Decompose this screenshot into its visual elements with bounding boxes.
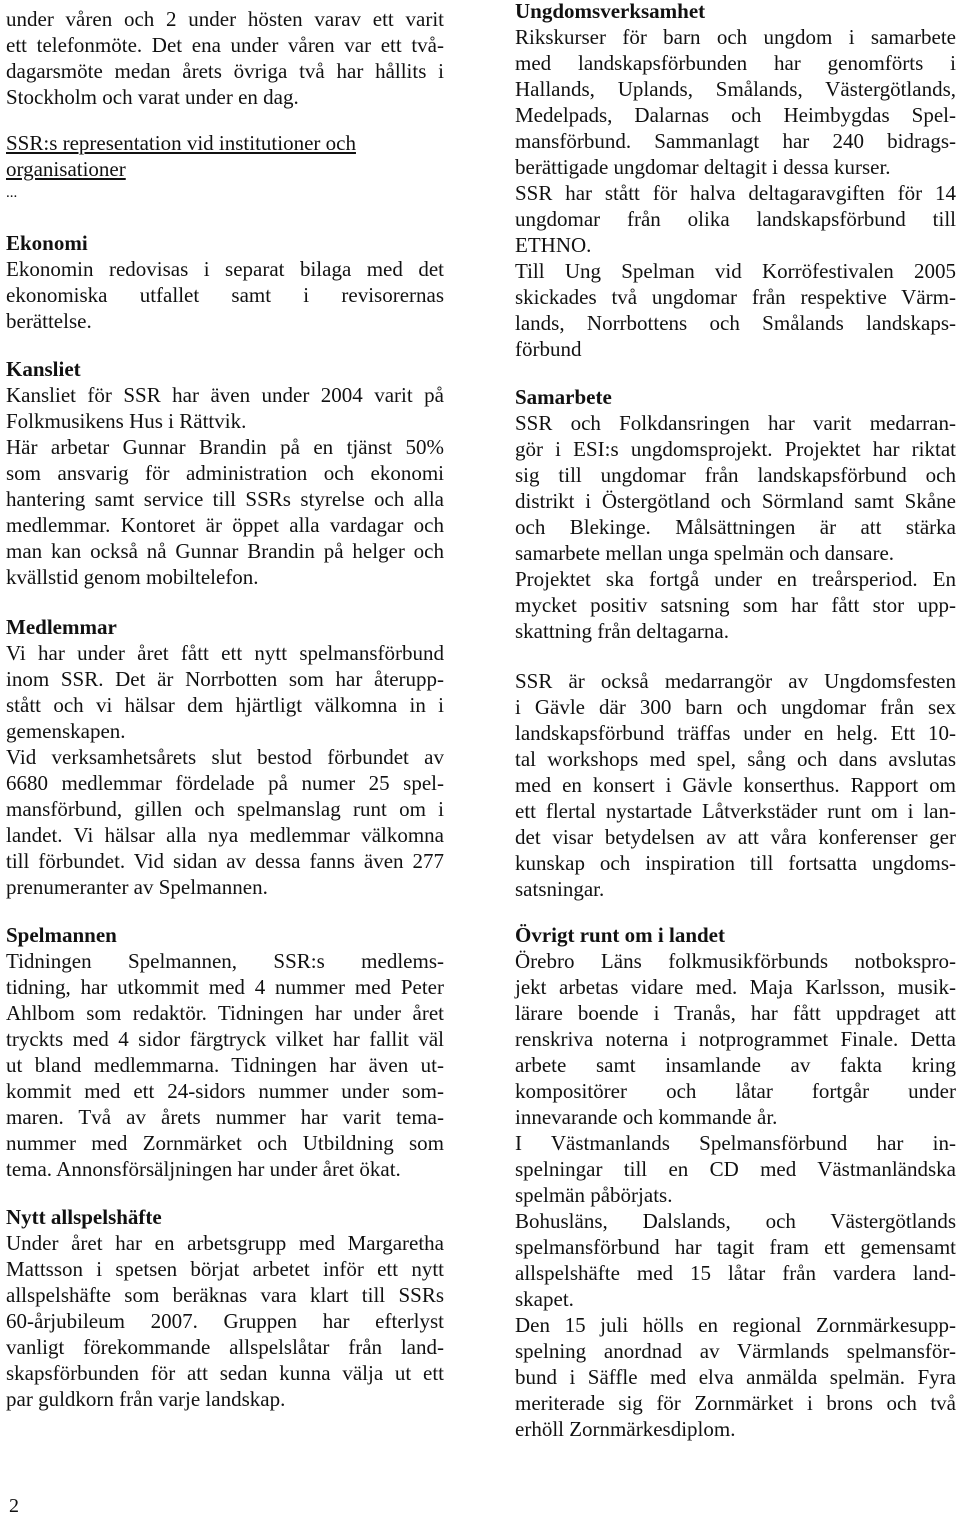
text-line: till förbundet. Vid sidan av dessa fanns även 277 [6,849,444,873]
text-line: skapsförbunden för att sedan kunna välja ut ett [6,1361,444,1385]
text-line: erhöll Zornmärkesdiplom. [515,1417,736,1441]
text-line: bund i Säffle med elva anmälda spelmän. Fyra [515,1365,956,1389]
text-line: tal workshops med spel, sång och dans avslutas [515,747,956,771]
section-heading: Ekonomi [6,231,88,255]
text-line: Bohusläns, Dalslands, och Västergötlands [515,1209,956,1233]
text-line: ekonomiska utfallet samt i revisorernas [6,283,444,307]
text-line: berättigade ungdomar deltagit i dessa kurser. [515,155,891,179]
text-line: spelmän påbörjats. [515,1183,673,1207]
text-line: och Blekinge. Målsättningen är att stärka [515,515,956,539]
text-line: Till Ung Spelman vid Korröfestivalen 2005 [515,259,956,283]
text-line: spelningar till en CD med Västmanländska [515,1157,956,1181]
section-heading: Samarbete [515,385,612,409]
text-line: satsningar. [515,877,605,901]
text-line: vanligt förekommande allspelslåtar från land- [6,1335,444,1359]
text-line: skickades två ungdomar från respektive Värm- [515,285,956,309]
text-line: Stockholm och varat under en dag. [6,85,299,109]
text-line: kommit med ett 24-sidors nummer under som- [6,1079,444,1103]
text-line: mansförbund, gillen och spelmanslag runt om i [6,797,444,821]
text-line: 6680 medlemmar fördelade på numer 25 spel- [6,771,444,795]
text-line: mansförbund. Sammanlagt har 240 bidrags- [515,129,956,153]
text-line: SSR är också medarrangör av Ungdomsfesten [515,669,956,693]
text-line: lärare boende i Tranås, har fått uppdraget att [515,1001,956,1025]
text-line: tryckts med 4 sidor färgtryck vilket har fallit väl [6,1027,444,1051]
text-line: landet. Vi hälsar alla nya medlemmar välkomna [6,823,444,847]
text-line: Örebro Läns folkmusikförbunds notbokspro- [515,949,956,973]
text-line: allspelshäfte som beräknas vara klart till SSRs [6,1283,444,1307]
text-line: berättelse. [6,309,92,333]
text-line: Projektet ska fortgå under en treårsperiod. En [515,567,956,591]
text-line: Medelpads, Dalarnas och Heimbygdas Spel- [515,103,956,127]
text-line: Under året har en arbetsgrupp med Margaretha [6,1231,444,1255]
text-line: hantering samt service till SSRs styrelse och alla [6,487,444,511]
section-heading: Ungdomsverksamhet [515,0,706,23]
section-heading: Spelmannen [6,923,117,947]
text-line: man kan också nå Gunnar Brandin på helger och [6,539,444,563]
text-line: I Västmanlands Spelmansförbund har in- [515,1131,956,1155]
text-line: 60-årjubileum 2007. Gruppen har efterlyst [6,1309,444,1333]
text-line: nummer med Zornmärket och Utbildning som [6,1131,444,1155]
text-line: SSR och Folkdansringen har varit medarran- [515,411,956,435]
text-line: skapet. [515,1287,574,1311]
section-heading: Övrigt runt om i landet [515,923,725,947]
text-line: Hallands, Uplands, Smålands, Västergötlands, [515,77,956,101]
underlined-subheading [6,156,444,182]
underlined-text: organisationer [6,157,126,181]
text-line: renskriva noterna i notprogrammet Finale. Detta [515,1027,956,1051]
underlined-subheading [6,130,444,156]
text-line: innevarande och kommande år. [515,1105,778,1129]
text-line: Kansliet för SSR har även under 2004 varit på [6,383,444,407]
text-line: allspelshäfte med 15 låtar från vardera land- [515,1261,956,1285]
text-line: med landskapsförbunden har genomförts i [515,51,956,75]
text-line: tidning, har utkommit med 4 nummer med Peter [6,975,444,999]
text-line: tema. Annonsförsäljningen har under året ökat. [6,1157,401,1181]
section-heading: Nytt allspelshäfte [6,1205,162,1229]
text-line: Här arbetar Gunnar Brandin på en tjänst 50% [6,435,444,459]
text-line: Rikskurser för barn och ungdom i samarbete [515,25,956,49]
text-line: meriterade sig för Zornmärket i brons och två [515,1391,956,1415]
text-line: kvällstid genom mobiltelefon. [6,565,259,589]
text-line: skattning från deltagarna. [515,619,729,643]
text-line: jekt arbetas vidare med. Maja Karlsson, musik- [515,975,956,999]
text-line: förbund [515,337,582,361]
text-line: som ansvarig för administration och ekonomi [6,461,444,485]
text-line: Vid verksamhetsårets slut bestod förbundet av [6,745,444,769]
text-line: sig till ungdomar från landskapsförbund och [515,463,956,487]
underlined-text: SSR:s representation vid institutioner och [6,131,356,155]
text-line: distrikt i Östergötland och Sörmland samt Skåne [515,489,956,513]
text-line: ett telefonmöte. Det ena under våren var ett två- [6,33,444,57]
text-line: SSR har stått för halva deltagaravgiften för 14 [515,181,956,205]
text-line: gemenskapen. [6,719,126,743]
text-line: medlemmar. Kontoret är öppet alla vardagar och [6,513,444,537]
text-line: ett flertal nystartade Låtverkstäder runt om i lan- [515,799,956,823]
text-line: det visar betydelsen av att våra konferenser ger [515,825,956,849]
text-line: Den 15 juli hölls en regional Zornmärkesupp- [515,1313,956,1337]
text-line: mycket positiv satsning som har fått stor upp- [515,593,956,617]
text-line: inom SSR. Det är Norrbotten som har återupp- [6,667,444,691]
text-line: prenumeranter av Spelmannen. [6,875,268,899]
text-line: spelning anordnad av Värmlands spelmansför- [515,1339,956,1363]
section-heading: Medlemmar [6,615,117,639]
text-line: Mattsson i spetsen börjat arbetet inför ett nytt [6,1257,444,1281]
text-line: Folkmusikens Hus i Rättvik. [6,409,247,433]
text-line: dagarsmöte medan årets övriga två har hållits i [6,59,444,83]
text-line: kompositörer och låtar fortgår under [515,1079,956,1103]
section-heading: Kansliet [6,357,81,381]
text-line: Tidningen Spelmannen, SSR:s medlems- [6,949,444,973]
text-line: maren. Två av årets nummer har varit tema- [6,1105,444,1129]
text-line: ut bland medlemmarna. Tidningen har även ut- [6,1053,444,1077]
text-line: Ahlbom som redaktör. Tidningen har under året [6,1001,444,1025]
text-line: samarbete mellan unga spelmän och dansare. [515,541,895,565]
text-line: lands, Norrbottens och Smålands landskaps- [515,311,956,335]
text-line: Vi har under året fått ett nytt spelmansförbund [6,641,444,665]
text-line: ETHNO. [515,233,592,257]
text-line: i Gävle där 300 barn och ungdomar från sex [515,695,956,719]
text-line: Ekonomin redovisas i separat bilaga med det [6,257,444,281]
ellipsis-marker: ... [6,185,18,201]
text-line: spelmansförbund har tagit fram ett gemensamt [515,1235,956,1259]
text-line: under våren och 2 under hösten varav ett varit [6,7,444,31]
text-line: stått och vi hälsar dem hjärtligt välkomna in i [6,693,444,717]
text-line: med en konsert i Gävle konserthus. Rapport om [515,773,956,797]
text-line: kunskap och inspiration till fortsatta ungdoms- [515,851,956,875]
text-line: par guldkorn från varje landskap. [6,1387,286,1411]
text-line: arbete samt insamlande av fakta kring [515,1053,956,1077]
text-line: gör i ESI:s ungdomsprojekt. Projektet har riktat [515,437,956,461]
text-line: ungdomar från olika landskapsförbund till [515,207,956,231]
text-line: landskapsförbund träffas under en helg. Ett 10- [515,721,956,745]
page-number: 2 [9,1495,19,1517]
